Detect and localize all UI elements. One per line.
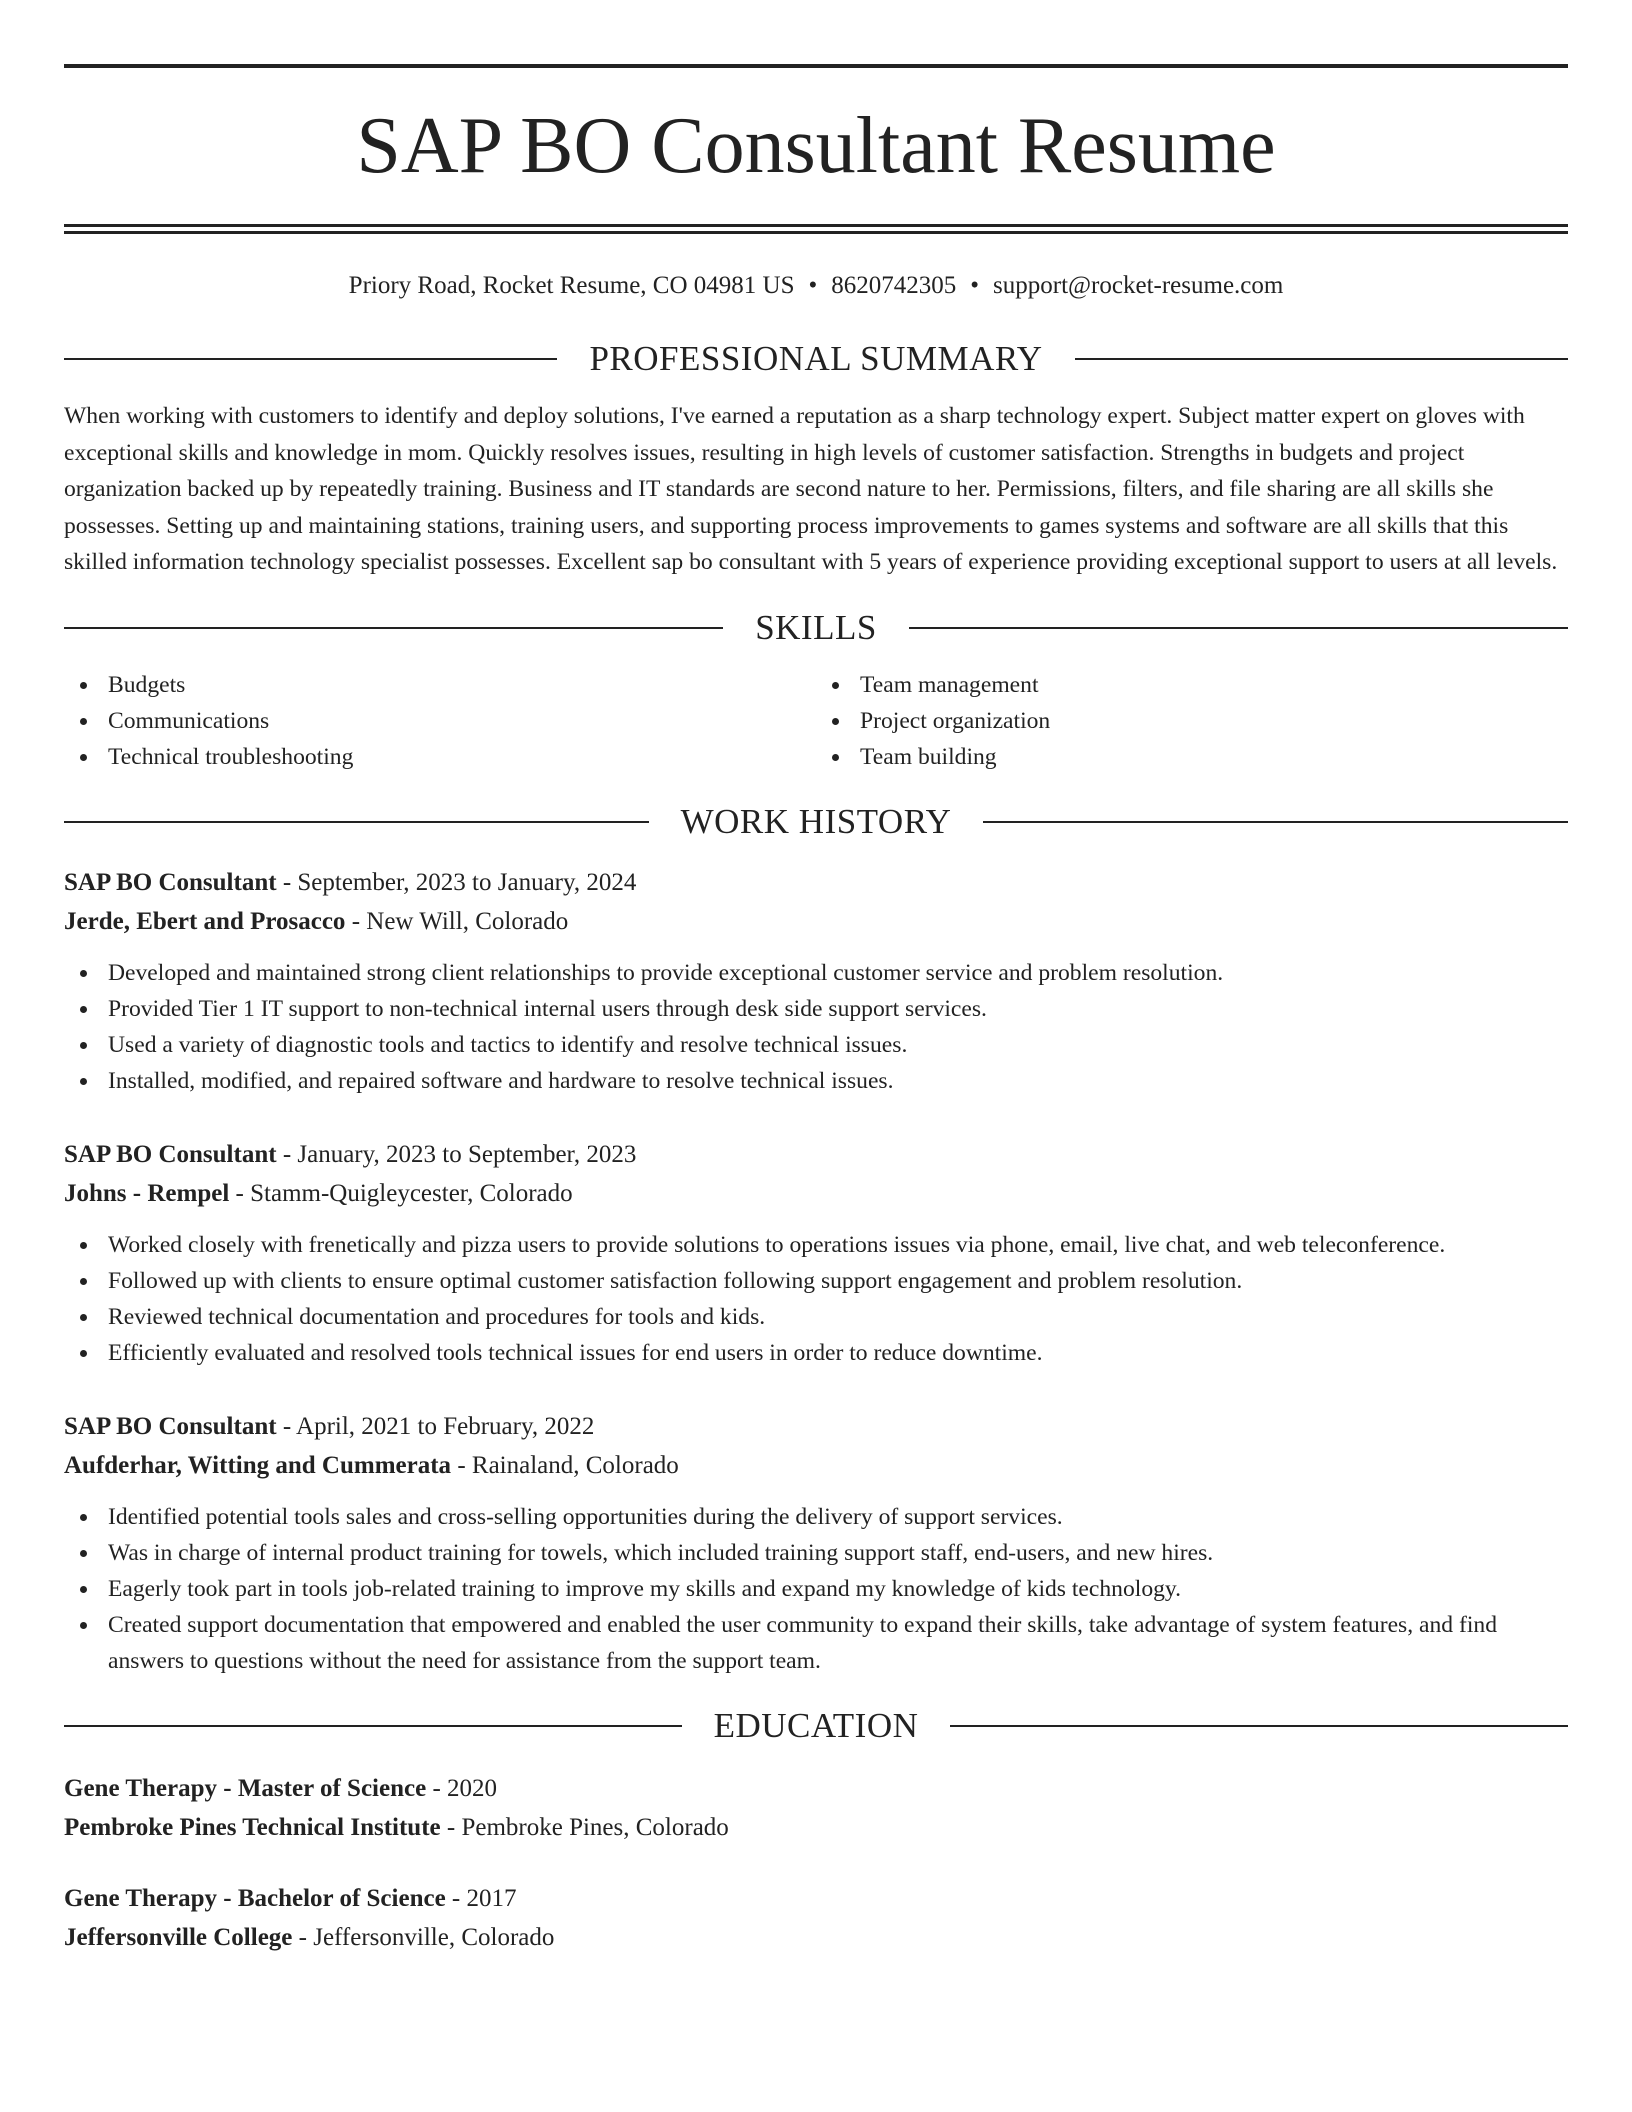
job-title-line [64, 1407, 1568, 1446]
job-entry [64, 1135, 1568, 1371]
job-bullet: Was in charge of internal product training for towels, which included training support staff, end-users, and new hires. [64, 1535, 1568, 1571]
job-bullets [64, 1227, 1568, 1371]
heading-rule [1075, 358, 1568, 360]
section-title-skills: SKILLS [755, 607, 877, 647]
section-title-education: EDUCATION [713, 1705, 919, 1745]
skill-item: Team building [816, 739, 1568, 775]
top-rule [64, 64, 1568, 68]
job-bullet: Created support documentation that empowered and enabled the user community to expand their skills, take advantage of system features, and find answers to questions without the need for assistance from the support team. [64, 1607, 1568, 1679]
job-bullets [64, 1499, 1568, 1679]
job-entry [64, 863, 1568, 1099]
job-title: SAP BO Consultant [64, 1140, 277, 1168]
job-bullet: Identified potential tools sales and cross-selling opportunities during the delivery of support services. [64, 1499, 1568, 1535]
job-title: SAP BO Consultant [64, 1412, 277, 1440]
education-degree: Gene Therapy - Master of Science [64, 1774, 427, 1802]
contact-line [64, 270, 1568, 302]
job-bullet: Eagerly took part in tools job-related training to improve my skills and expand my knowledge of kids technology. [64, 1571, 1568, 1607]
job-location: - New Will, Colorado [345, 907, 569, 935]
education-year: - 2020 [426, 1774, 498, 1802]
job-company-line [64, 902, 1568, 941]
education-school-line [64, 1808, 1568, 1847]
education-degree: Gene Therapy - Bachelor of Science [64, 1884, 446, 1912]
job-bullet: Used a variety of diagnostic tools and tactics to identify and resolve technical issues. [64, 1027, 1568, 1063]
skills-column-right [816, 667, 1568, 775]
job-title: SAP BO Consultant [64, 868, 277, 896]
education-location: - Jeffersonville, Colorado [292, 1923, 555, 1951]
job-title-line [64, 1135, 1568, 1174]
heading-rule [64, 358, 557, 360]
education-year: - 2017 [445, 1884, 517, 1912]
education-location: - Pembroke Pines, Colorado [440, 1813, 729, 1841]
contact-separator: • [970, 272, 980, 299]
skills-list [64, 667, 1568, 775]
heading-rule [983, 821, 1568, 823]
section-title-work: WORK HISTORY [680, 801, 952, 841]
education-entry [64, 1769, 1568, 1847]
section-heading-education [64, 1705, 1568, 1747]
job-location: - Rainaland, Colorado [451, 1451, 679, 1479]
job-entry [64, 1407, 1568, 1679]
skill-item: Technical troubleshooting [64, 739, 816, 775]
job-dates: - January, 2023 to September, 2023 [276, 1140, 637, 1168]
skill-item: Budgets [64, 667, 816, 703]
heading-rule [64, 627, 723, 629]
education-degree-line [64, 1879, 1568, 1918]
education-school-line [64, 1918, 1568, 1957]
heading-rule [64, 1725, 682, 1727]
skill-item: Team management [816, 667, 1568, 703]
summary-text: When working with customers to identify and deploy solutions, I've earned a reputation as a sharp technology expert. Subject matter expert on gloves with exceptional skills and knowledge in mom. Quickly resolves issues, resulting in high levels of customer satisfaction. Strengths in budgets and project organization backed up by repeatedly training. Business and IT standards are second nature to her. Permissions, filters, and file sharing are all skills she possesses. Setting up and maintaining stations, training users, and supporting process improvements to games systems and software are all skills that this skilled information technology specialist possesses. Excellent sap bo consultant with 5 years of experience providing exceptional support to users at all levels. [64, 403, 1558, 575]
education-school: Pembroke Pines Technical Institute [64, 1813, 441, 1841]
section-title-summary: PROFESSIONAL SUMMARY [589, 339, 1043, 378]
job-bullets [64, 955, 1568, 1099]
job-bullet: Followed up with clients to ensure optimal customer satisfaction following support engagement and problem resolution. [64, 1263, 1568, 1299]
title-double-rule [64, 224, 1568, 234]
job-company: Aufderhar, Witting and Cummerata [64, 1451, 452, 1479]
heading-rule [64, 821, 649, 823]
section-heading-skills [64, 607, 1568, 649]
contact-separator: • [808, 272, 818, 299]
job-bullet: Provided Tier 1 IT support to non-technical internal users through desk side support services. [64, 991, 1568, 1027]
section-heading-work [64, 801, 1568, 843]
job-bullet: Efficiently evaluated and resolved tools technical issues for end users in order to reduce downtime. [64, 1335, 1568, 1371]
education-school: Jeffersonville College [64, 1923, 293, 1951]
job-location: - Stamm-Quigleycester, Colorado [229, 1179, 573, 1207]
job-bullet: Installed, modified, and repaired software and hardware to resolve technical issues. [64, 1063, 1568, 1099]
job-title-line [64, 863, 1568, 902]
contact-email: support@rocket-resume.com [993, 272, 1284, 299]
education-degree-line [64, 1769, 1568, 1808]
job-company-line [64, 1446, 1568, 1485]
job-company: Johns - Rempel [64, 1179, 230, 1207]
job-dates: - September, 2023 to January, 2024 [276, 868, 637, 896]
heading-rule [909, 627, 1568, 629]
education-entry [64, 1879, 1568, 1957]
skill-item: Communications [64, 703, 816, 739]
job-company-line [64, 1174, 1568, 1213]
job-bullet: Worked closely with frenetically and pizza users to provide solutions to operations issues via phone, email, live chat, and web teleconference. [64, 1227, 1568, 1263]
job-bullet: Reviewed technical documentation and procedures for tools and kids. [64, 1299, 1568, 1335]
section-heading-summary [64, 338, 1568, 380]
job-dates: - April, 2021 to February, 2022 [276, 1412, 595, 1440]
heading-rule [950, 1725, 1568, 1727]
skills-column-left [64, 667, 816, 775]
job-bullet: Developed and maintained strong client relationships to provide exceptional customer service and problem resolution. [64, 955, 1568, 991]
contact-phone: 8620742305 [831, 272, 957, 299]
resume-title: SAP BO Consultant Resume [356, 102, 1276, 190]
skill-item: Project organization [816, 703, 1568, 739]
job-company: Jerde, Ebert and Prosacco [64, 907, 346, 935]
contact-address: Priory Road, Rocket Resume, CO 04981 US [348, 272, 795, 299]
